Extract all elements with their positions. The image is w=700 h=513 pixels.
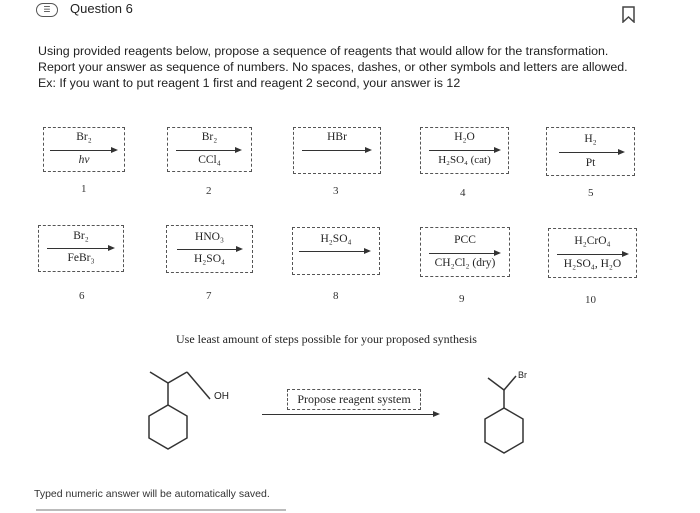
reagent-7-bottom: H₂SO₄ <box>193 253 226 265</box>
reagent-box-6 <box>38 225 124 272</box>
question-prompt <box>38 43 638 91</box>
reagent-9-top: PCC <box>454 234 476 246</box>
reagent-6-bottom: FeBr₃ <box>67 252 95 264</box>
reagent-7-arrow <box>177 249 241 250</box>
starting-material-structure <box>130 355 230 470</box>
synthesis-note: Use least amount of steps possible for your proposed synthesis <box>176 332 477 346</box>
reagent-1-bottom: hν <box>78 154 90 166</box>
reagent-10-arrow <box>557 254 627 255</box>
prompt-line-2: Report your answer as sequence of numbers. No spaces, dashes, or other symbols and letters are allowed. <box>38 60 628 74</box>
reagent-1-number: 1 <box>81 183 87 195</box>
reagent-8-top: H₂SO₄ <box>320 233 352 245</box>
reagent-10-number: 10 <box>585 294 596 306</box>
reaction-arrow <box>262 414 438 415</box>
reagent-1-top: Br₂ <box>76 131 92 143</box>
reagent-10-top: H₂CrO₄ <box>574 235 611 247</box>
question-title: Question 6 <box>70 1 133 16</box>
reagent-6-arrow <box>47 248 113 249</box>
list-icon: ☰ <box>36 3 58 17</box>
reagent-box-7 <box>166 225 253 273</box>
reagent-box-9 <box>420 227 510 277</box>
reagent-3-arrow <box>302 150 370 151</box>
reagent-box-5 <box>546 127 635 176</box>
reagent-5-arrow <box>559 152 623 153</box>
reagent-5-bottom: Pt <box>585 157 596 169</box>
reagent-box-1 <box>43 127 125 172</box>
hydroxyl-label: OH <box>214 391 229 402</box>
reagent-2-bottom: CCl₄ <box>198 154 221 166</box>
reagent-7-top: HNO₃ <box>195 231 224 243</box>
reagent-box-4 <box>420 127 509 174</box>
reagent-8-number: 8 <box>333 290 339 302</box>
reagent-3-number: 3 <box>333 185 339 197</box>
reagent-9-number: 9 <box>459 293 465 305</box>
reagent-4-arrow <box>429 150 499 151</box>
reagent-2-top: Br₂ <box>201 131 218 143</box>
reagent-8-arrow <box>299 251 369 252</box>
prompt-line-3: Ex: If you want to put reagent 1 first and reagent 2 second, your answer is 12 <box>38 76 461 90</box>
reagent-9-bottom: CH₂Cl₂ (dry) <box>434 257 496 269</box>
reagent-4-bottom: H₂SO₄ (cat) <box>438 154 491 166</box>
reagent-5-number: 5 <box>588 187 594 199</box>
reagent-6-number: 6 <box>79 290 85 302</box>
reagent-7-number: 7 <box>206 290 212 302</box>
reagent-10-bottom: H₂SO₄, H₂O <box>563 258 622 270</box>
autosave-note: Typed numeric answer will be automatically saved. <box>34 488 270 500</box>
bromine-label: Br <box>518 370 527 380</box>
reagent-2-number: 2 <box>206 185 212 197</box>
reagent-box-3 <box>293 127 381 174</box>
product-structure <box>470 360 540 470</box>
propose-reagent-box: Propose reagent system <box>287 389 421 410</box>
reagent-1-arrow <box>50 150 116 151</box>
reagent-box-10 <box>548 228 637 278</box>
reagent-box-8 <box>292 227 380 275</box>
reagent-9-arrow <box>429 253 499 254</box>
reagent-4-top: H₂O <box>454 131 475 143</box>
reagent-5-top: H₂ <box>584 133 597 145</box>
answer-input[interactable] <box>36 509 286 511</box>
reagent-2-arrow <box>176 150 240 151</box>
reagent-box-2 <box>167 127 252 172</box>
bookmark-icon[interactable] <box>622 6 635 23</box>
reagent-6-top: Br₂ <box>73 230 89 242</box>
reagent-4-number: 4 <box>460 187 466 199</box>
prompt-line-1: Using provided reagents below, propose a sequence of reagents that would allow for the transformation. <box>38 44 609 58</box>
reagent-3-top: HBr <box>327 131 347 143</box>
